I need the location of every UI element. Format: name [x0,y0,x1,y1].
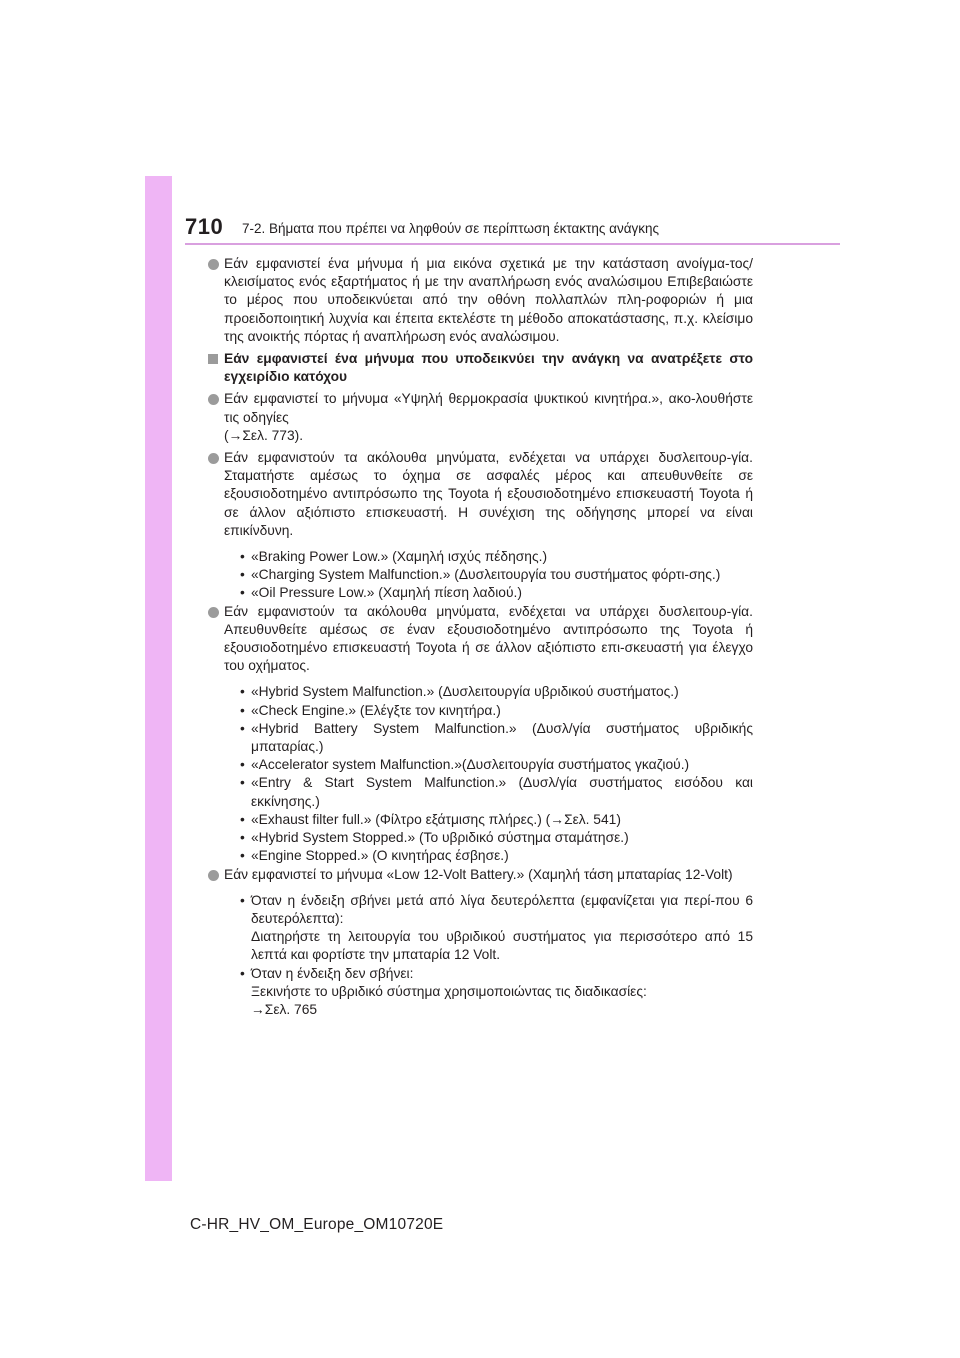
paragraph-text: Εάν εμφανιστούν τα ακόλουθα μηνύματα, ενδέχεται να υπάρχει δυσλειτουρ-γία. Σταματήστε αμέσως το όχημα σε ασφαλές μέρος και απευθυνθείτε σε εξουσιοδοτημένο αντιπρόσωπο της Toyota ή εξουσιοδοτημένο επισκευαστή Toyota ή σε άλλον αξιόπιστο επισκευαστή. Η συνέχιση της οδήγησης μπορεί να είναι επικίνδυνη. [224,450,753,538]
dot-bullet-icon: • [240,720,245,736]
document-code: C-HR_HV_OM_Europe_OM10720E [190,1216,444,1233]
paragraph-text: «Check Engine.» (Ελέγξτε τον κινητήρα.) [251,702,501,718]
dot-list-item [208,847,753,865]
dot-list-item [208,965,753,983]
bullet-item [208,449,753,540]
dot-bullet-icon: • [240,702,245,718]
paragraph-text: Όταν η ένδειξη δεν σβήνει: [251,965,414,981]
paragraph-text: Όταν η ένδειξη σβήνει μετά από λίγα δευτερόλεπτα (εμφανίζεται για περί-που 6 δευτερόλεπτα): [251,892,753,926]
page-header [185,213,845,247]
section-heading [208,350,753,386]
dot-bullet-icon: • [240,775,245,791]
paragraph-text: Εάν εμφανιστούν τα ακόλουθα μηνύματα, ενδέχεται να υπάρχει δυσλειτουρ-γία. Απευθυνθείτε αμέσως σε έναν εξουσιοδοτημένο αντιπρόσωπο της Toyota ή εξουσιοδοτημένο επισκευαστή Toyota ή σε άλλον αξιόπιστο επι-σκευαστή για έλεγχο του οχήματος. [224,603,753,674]
dot-bullet-icon: • [240,757,245,773]
dot-bullet-icon: • [240,684,245,700]
page-number: 710 [185,214,224,239]
paragraph-text: «Braking Power Low.» (Χαμηλή ισχύς πέδησης.) [251,549,548,565]
paragraph-text: Εάν εμφανιστεί το μήνυμα «Low 12-Volt Battery.» (Χαμηλή τάση μπαταρίας 12-Volt) [224,866,733,882]
dot-list-item [208,720,753,756]
paragraph-text: «Accelerator system Malfunction.»(Δυσλειτουργία συστήματος γκαζιού.) [251,757,690,773]
dot-list-item [208,756,753,774]
circle-bullet-icon [208,394,219,405]
dot-bullet-icon: • [240,567,245,583]
dot-list-item [208,566,753,584]
dot-list-item [208,829,753,847]
dot-list-item [208,584,753,602]
paragraph-text: Ξεκινήστε το υβριδικό σύστημα χρησιμοποιώντας τις διαδικασίες: [251,983,647,999]
dot-bullet-icon: • [240,965,245,981]
paragraph-text: «Hybrid System Malfunction.» (Δυσλειτουργία υβριδικού συστήματος.) [251,684,679,700]
dot-bullet-icon: • [240,848,245,864]
bullet-item [208,255,753,346]
paragraph-text: Εάν εμφανιστεί το μήνυμα «Υψηλή θερμοκρασία ψυκτικού κινητήρα.», ακο-λουθήστε τις οδηγίες [224,391,753,425]
dot-list-item [208,683,753,701]
dot-list-item [208,774,753,810]
bullet-item [208,390,753,445]
paragraph-text: «Hybrid System Stopped.» (Το υβριδικό σύστημα σταμάτησε.) [251,830,629,846]
dot-bullet-icon: • [240,811,245,827]
square-bullet-icon [208,354,218,364]
dot-bullet-icon: • [240,892,245,908]
body-content [208,255,753,1019]
dot-list-item [208,811,753,829]
chapter-title: 7-2. Βήματα που πρέπει να ληφθούν σε περίπτωση έκτακτης ανάγκης [242,221,660,236]
dot-list-item-continuation [208,928,753,964]
dot-bullet-icon: • [240,585,245,601]
bullet-item [208,603,753,676]
circle-bullet-icon [208,607,219,618]
paragraph-text: «Oil Pressure Low.» (Χαμηλή πίεση λαδιού.) [251,585,522,601]
paragraph-text: →Σελ. 765 [251,1001,318,1017]
bullet-item [208,866,753,884]
dot-bullet-icon: • [240,549,245,565]
dot-list-item [208,892,753,928]
circle-bullet-icon [208,259,219,270]
paragraph-text: «Charging System Malfunction.» (Δυσλειτουργία του συστήματος φόρτι-σης.) [251,567,721,583]
dot-list-item [208,548,753,566]
dot-list-item-continuation [208,983,753,1019]
paragraph-text: «Exhaust filter full.» (Φίλτρο εξάτμισης πλήρες.) (→Σελ. 541) [251,811,621,827]
paragraph-text: «Hybrid Battery System Malfunction.» (Δυσλ/γία συστήματος υβριδικής μπαταρίας.) [251,720,753,755]
paragraph-text: «Engine Stopped.» (Ο κινητήρας έσβησε.) [251,848,509,864]
circle-bullet-icon [208,453,219,464]
dot-bullet-icon: • [240,830,245,846]
paragraph-text: Εάν εμφανιστεί ένα μήνυμα που υποδεικνύει την ανάγκη να ανατρέξετε στο εγχειρίδιο κατόχου [224,351,753,385]
dot-list-item [208,702,753,720]
paragraph-text: (→Σελ. 773). [224,427,304,443]
paragraph-text: Εάν εμφανιστεί ένα μήνυμα ή μια εικόνα σχετικά με την κατάσταση ανοίγμα-τος/κλεισίματος ενός εξαρτήματος ή με την αναπλήρωση ενός αναλώσιμου Επιβεβαιώστε το μέρος που υποδεικνύεται από την οθόνη πολλαπλών πλη-ροφοριών ή μια προειδοποιητική λυχνία και έπειτα εκτελέστε τη μέθοδο αποκατάστασης, π.χ. κλείσιμο της ανοικτής πόρτας ή αναπλήρωση ενός αναλώσιμου. [224,256,753,344]
circle-bullet-icon [208,870,219,881]
header-rule [185,243,840,245]
paragraph-text: «Entry & Start System Malfunction.» (Δυσλ/γία συστήματος εισόδου και εκκίνησης.) [251,775,753,809]
chapter-sidebar-tab [145,176,172,1181]
paragraph-text: Διατηρήστε τη λειτουργία του υβριδικού συστήματος για περισσότερο από 15 λεπτά και φορτίστε την μπαταρία 12 Volt. [251,929,753,963]
